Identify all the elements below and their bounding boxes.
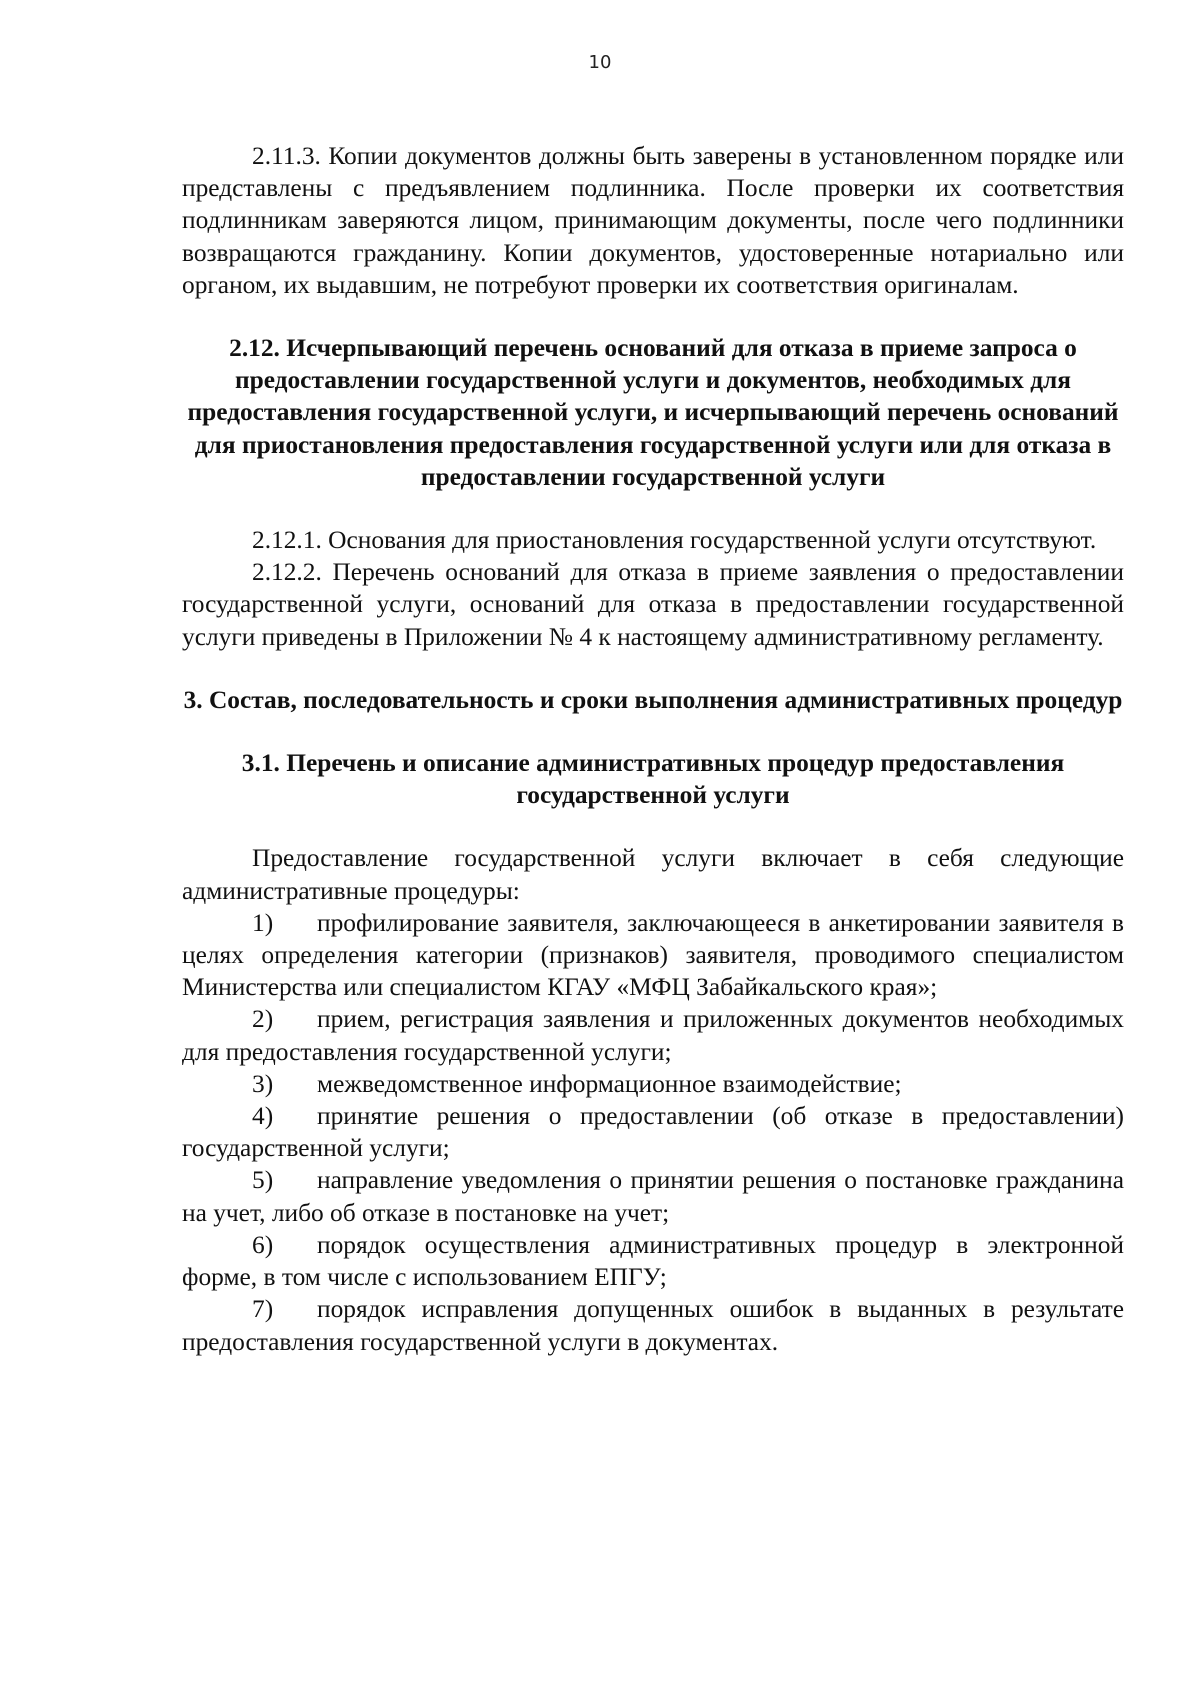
list-item-number: 4) — [252, 1102, 274, 1131]
page-number: 10 — [588, 52, 612, 73]
list-item — [182, 907, 1124, 1004]
list-item-text: прием, регистрация заявления и приложенных документов необходимых для предоставления государственной услуги; — [182, 1005, 1124, 1066]
list-item-text: направление уведомления о принятии решения о постановке гражданина на учет, либо об отказе в постановке на учет; — [182, 1166, 1124, 1227]
list-item-text: принятие решения о предоставлении (об отказе в предоставлении) государственной услуги; — [182, 1102, 1124, 1163]
paragraph-2-12-1: 2.12.1. Основания для приостановления государственной услуги отсутствуют. — [252, 526, 1097, 555]
list-item-number: 3) — [252, 1069, 274, 1098]
list-item-number: 7) — [252, 1295, 274, 1324]
list-item-text: порядок исправления допущенных ошибок в выданных в результате предоставления государственной услуги в документах. — [182, 1295, 1124, 1356]
list-item-number: 5) — [252, 1166, 274, 1195]
section-heading-3-1: 3.1. Перечень и описание административных процедур предоставления государственной услуги — [241, 749, 1065, 810]
list-item-text: профилирование заявителя, заключающееся в анкетировании заявителя в целях определения категории (признаков) заявителя, проводимого специалистом Министерства или специалистом КГАУ «МФЦ Забайкальского края»; — [182, 908, 1124, 1002]
list-item — [182, 1293, 1124, 1357]
list-item-number: 6) — [252, 1230, 274, 1259]
list-item-text: порядок осуществления административных процедур в электронной форме, в том числе с использованием ЕПГУ; — [182, 1230, 1124, 1292]
document-body — [182, 140, 1124, 1358]
list-item — [182, 1164, 1124, 1228]
list-item — [182, 1229, 1124, 1293]
list-item — [182, 1100, 1124, 1164]
procedures-intro: Предоставление государственной услуги включает в себя следующие административные процедуры: — [182, 844, 1124, 905]
list-item — [182, 1068, 1124, 1100]
section-heading-2-12: 2.12. Исчерпывающий перечень оснований для отказа в приеме запроса о предоставлении государственной услуги и документов, необходимых для предоставления государственной услуги, и исчерпывающий перечень оснований для приостановления предоставления государственной услуги или для отказа в предоставлении государственной услуги — [187, 334, 1119, 491]
paragraph-2-12-2: 2.12.2. Перечень оснований для отказа в приеме заявления о предоставлении государственной услуги, оснований для отказа в предоставлении государственной услуги приведены в Приложении № 4 к настоящему административному регламенту. — [182, 558, 1124, 651]
list-item-text: межведомственное информационное взаимодействие; — [317, 1069, 902, 1098]
paragraph-2-11-3: 2.11.3. Копии документов должны быть заверены в установленном порядке или представлены с предъявлением подлинника. После проверки их соответствия подлинникам заверяются лицом, принимающим документы, после чего подлинники возвращаются гражданину. Копии документов, удостоверенные нотариально или органом, их выдавшим, не потребуют проверки их соответствия оригиналам. — [182, 142, 1124, 299]
list-item — [182, 1003, 1124, 1067]
section-heading-3: 3. Состав, последовательность и сроки выполнения административных процедур — [183, 685, 1123, 714]
list-item-number: 2) — [252, 1005, 274, 1034]
list-item-number: 1) — [252, 908, 274, 937]
